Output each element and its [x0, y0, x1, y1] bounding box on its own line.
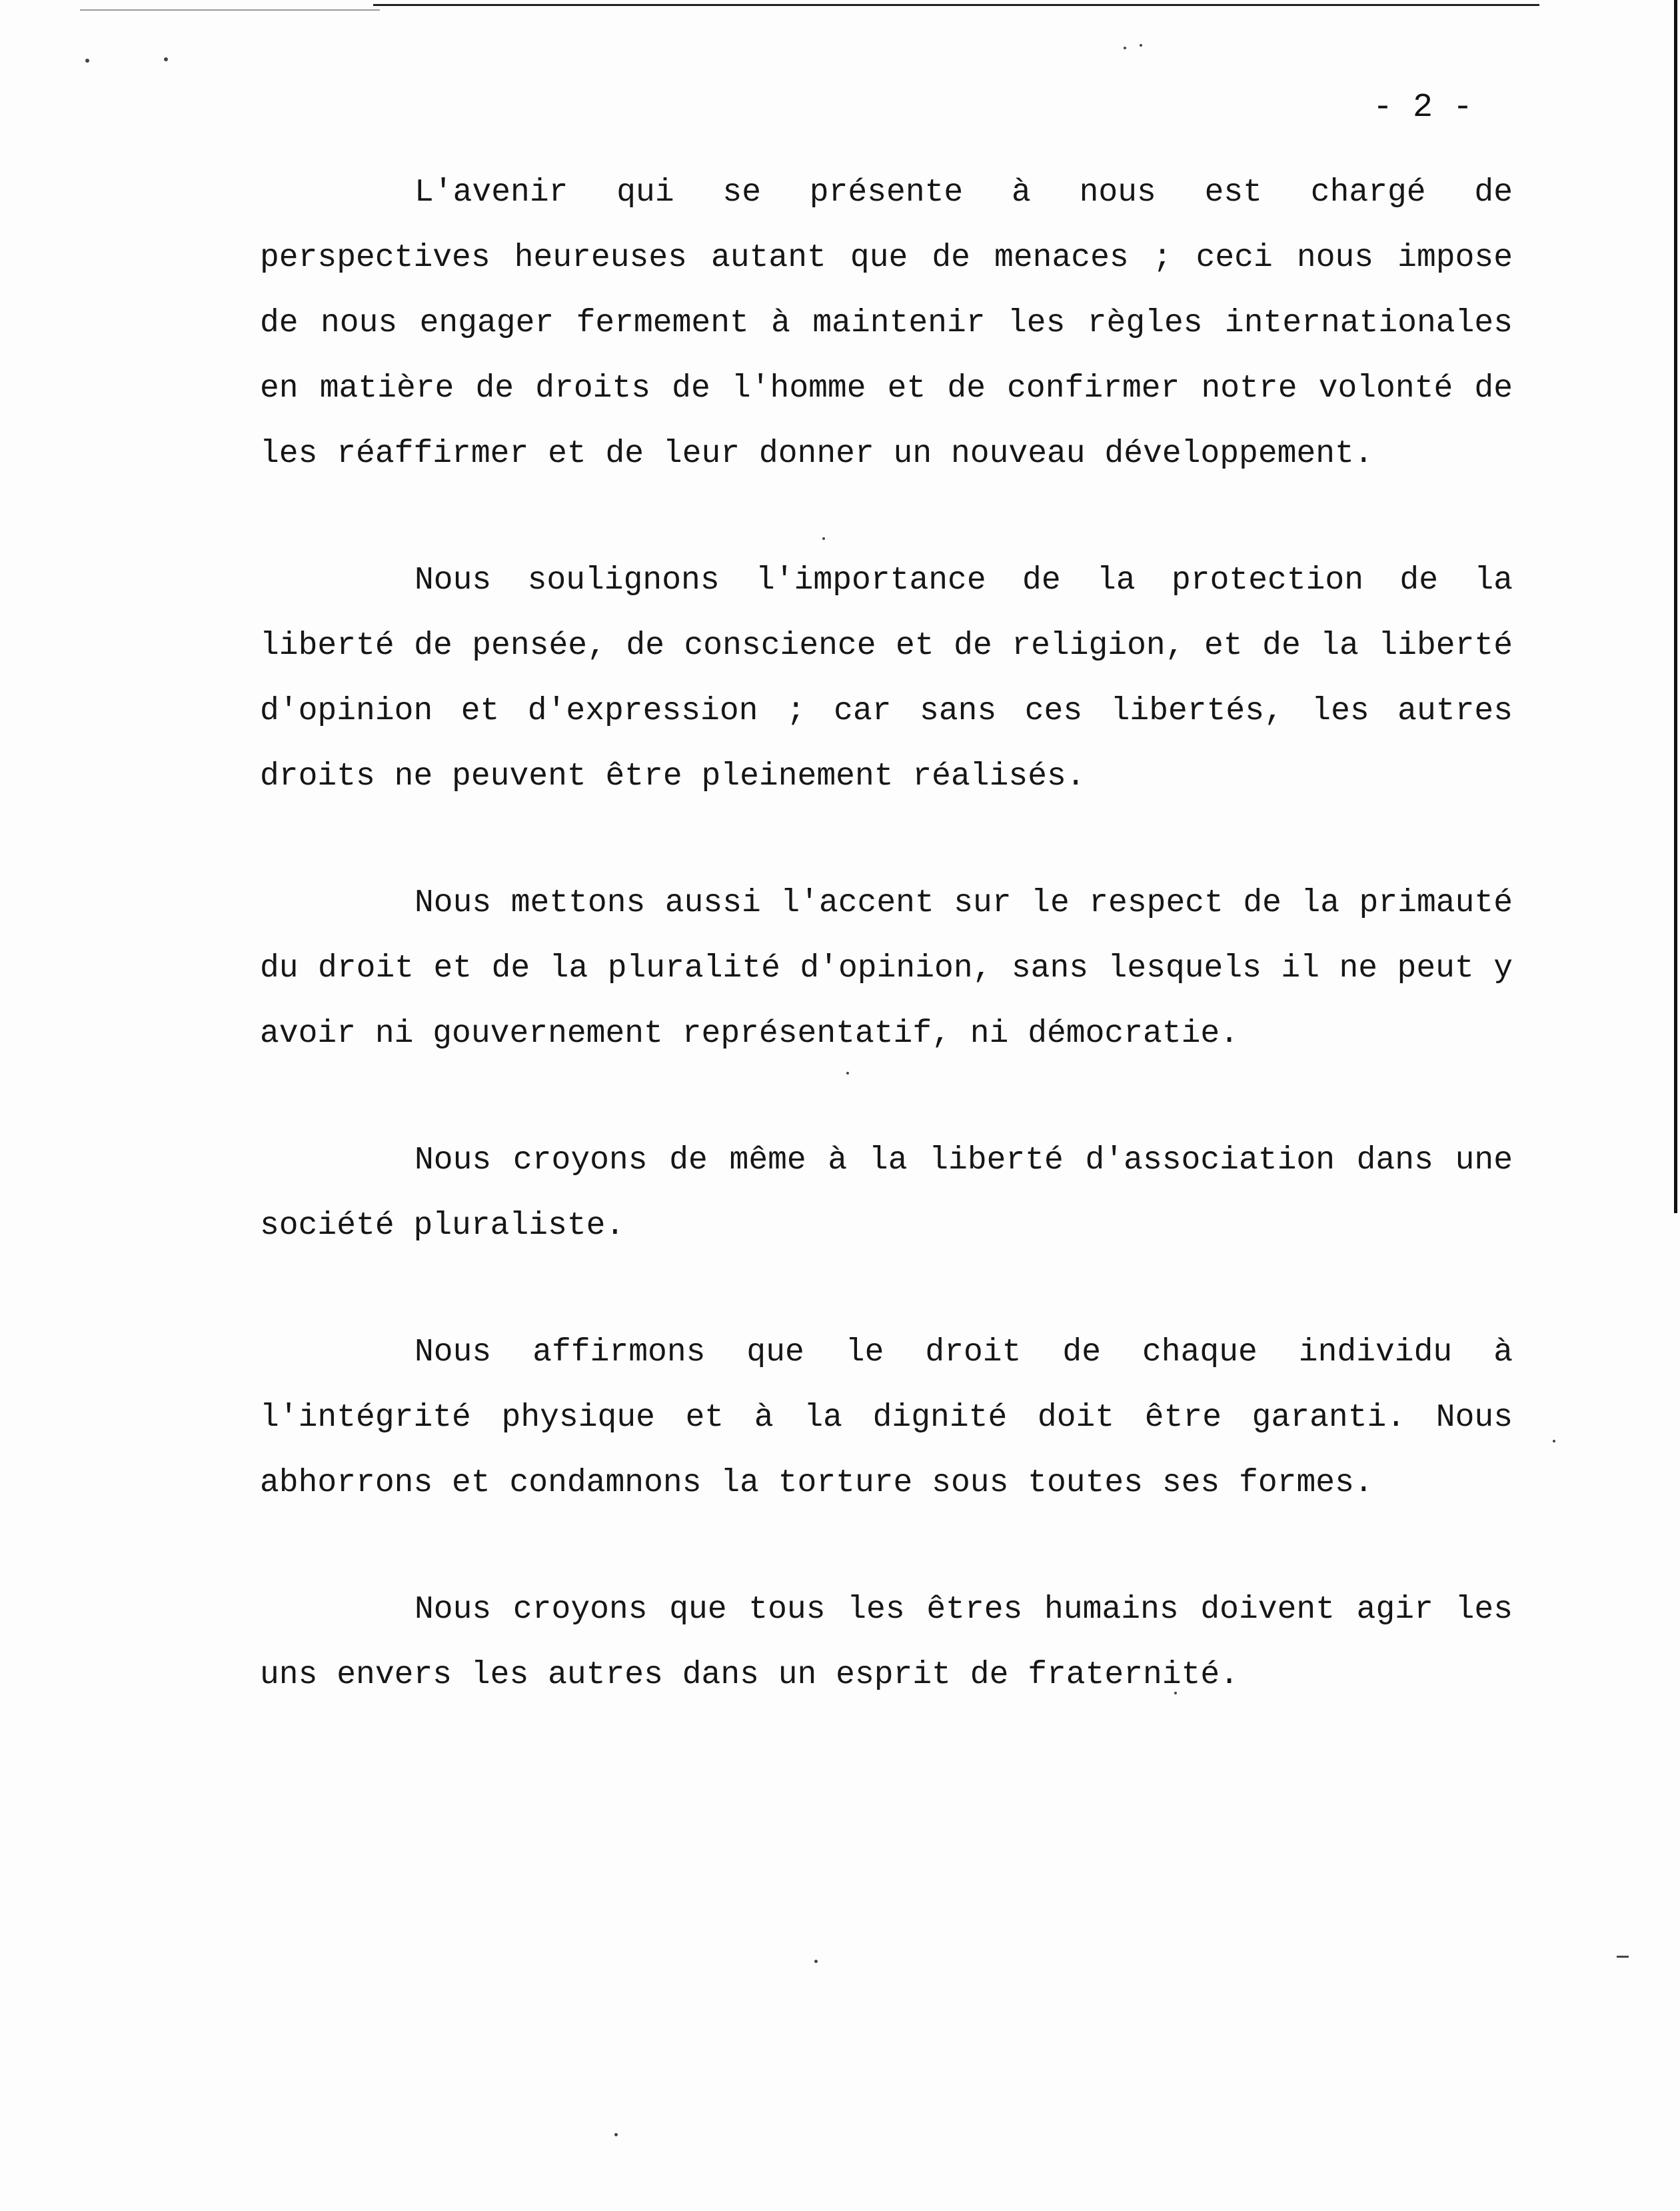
page-number: - 2 -	[1373, 89, 1473, 127]
paragraph: Nous mettons aussi l'accent sur le respect de la primauté du droit et de la pluralité d'opinion, sans lesquels il ne peut y avoir ni gouvernement représentatif, ni démocratie.	[260, 885, 1513, 1052]
scan-speck	[1553, 1440, 1555, 1442]
scan-speck	[85, 59, 89, 63]
paragraph: Nous soulignons l'importance de la protection de la liberté de pensée, de conscience et de religion, et de la liberté d'opinion et d'expression ; car sans ces libertés, les autres droits ne peuvent être pleinement réalisés.	[260, 563, 1513, 795]
scan-top-edge-faint	[80, 9, 380, 11]
scan-right-edge	[1674, 0, 1677, 1213]
paragraph: Nous affirmons que le droit de chaque individu à l'intégrité physique et à la dignité doit être garanti. Nous abhorrons et condamnons la torture sous toutes ses formes.	[260, 1334, 1513, 1501]
scan-speck	[614, 2133, 618, 2136]
scan-speck	[164, 57, 168, 61]
scan-top-edge	[373, 4, 1539, 6]
scan-speck	[1124, 47, 1126, 49]
scan-speck	[814, 1960, 818, 1963]
document-body	[260, 160, 1513, 1708]
scan-speck	[1617, 1956, 1629, 1958]
paragraph: L'avenir qui se présente à nous est chargé de perspectives heureuses autant que de menaces ; ceci nous impose de nous engager fermement à maintenir les règles internationales en matière de droits de l'homme et de confirmer notre volonté de les réaffirmer et de leur donner un nouveau développement.	[260, 175, 1513, 472]
paragraph: Nous croyons que tous les êtres humains doivent agir les uns envers les autres dans un esprit de fraternité.	[260, 1592, 1513, 1693]
scan-speck	[1140, 44, 1142, 47]
paragraph: Nous croyons de même à la liberté d'association dans une société pluraliste.	[260, 1142, 1513, 1244]
